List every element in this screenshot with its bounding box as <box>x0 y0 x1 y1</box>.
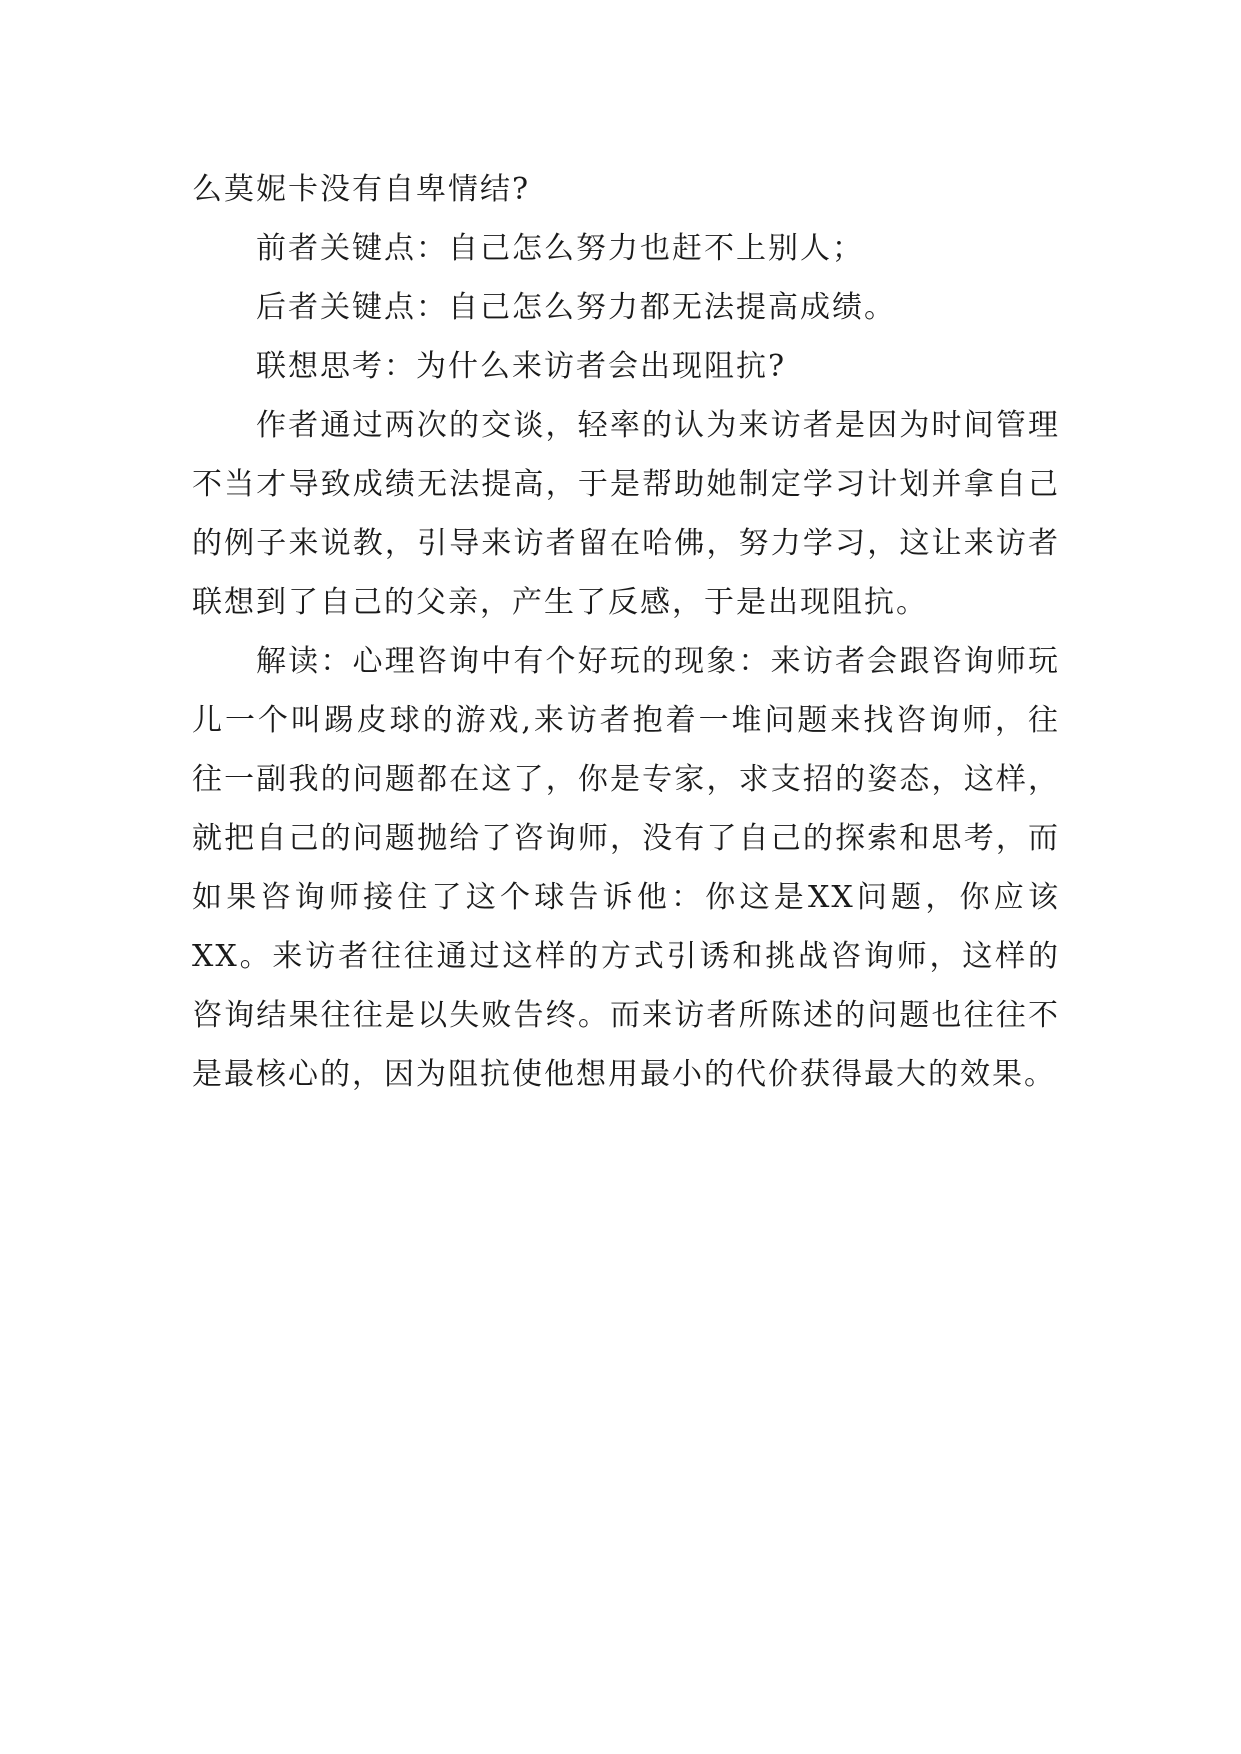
paragraph-interpretation: 解读：心理咨询中有个好玩的现象：来访者会跟咨询师玩儿一个叫踢皮球的游戏,来访者抱着一堆问题来找咨询师，往往一副我的问题都在这了，你是专家，求支招的姿态，这样，就把自己的问题抛给了咨询师，没有了自己的探索和思考，而如果咨询师接住了这个球告诉他：你这是XX问题，你应该XX。来访者往往通过这样的方式引诱和挑战咨询师，这样的咨询结果往往是以失败告终。而来访者所陈述的问题也往往不是最核心的，因为阻抗使他想用最小的代价获得最大的效果。 <box>192 644 1060 1092</box>
paragraph-association-question: 联想思考：为什么来访者会出现阻抗? <box>256 349 787 384</box>
paragraph-latter-key-point: 后者关键点：自己怎么努力都无法提高成绩。 <box>256 290 896 325</box>
paragraph-former-key-point: 前者关键点：自己怎么努力也赶不上别人； <box>256 231 864 266</box>
paragraph-continuation: 么莫妮卡没有自卑情结? <box>192 172 531 207</box>
paragraph-author-analysis: 作者通过两次的交谈，轻率的认为来访者是因为时间管理不当才导致成绩无法提高，于是帮助她制定学习计划并拿自己的例子来说教，引导来访者留在哈佛，努力学习，这让来访者联想到了自己的父亲，产生了反感，于是出现阻抗。 <box>192 408 1060 620</box>
document-body <box>192 160 1060 1104</box>
